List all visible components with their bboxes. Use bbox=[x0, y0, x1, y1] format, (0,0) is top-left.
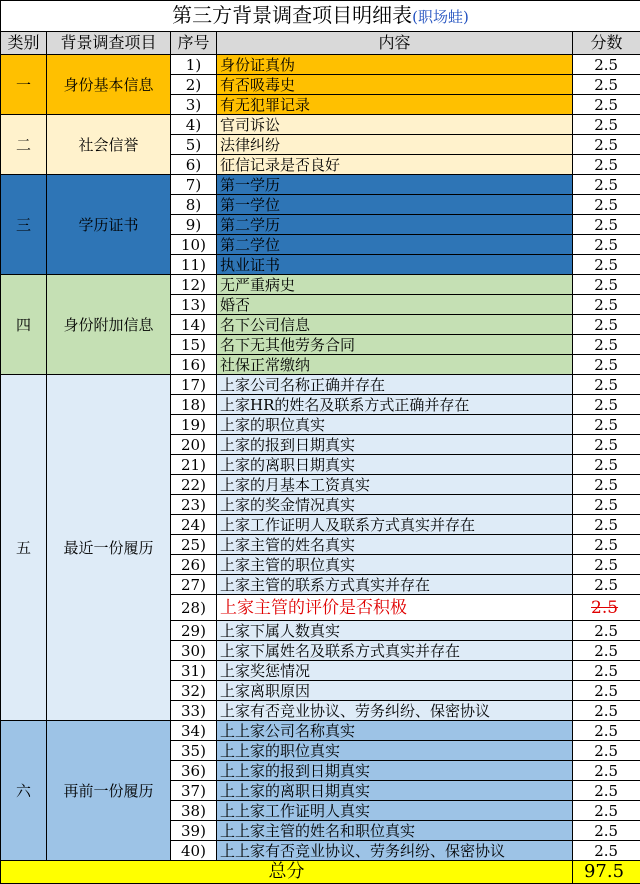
header-row bbox=[1, 32, 640, 55]
seq-cell: 27) bbox=[171, 575, 217, 595]
seq-cell: 12) bbox=[171, 275, 217, 295]
seq-cell: 22) bbox=[171, 475, 217, 495]
score-cell: 2.5 bbox=[573, 335, 640, 355]
title-text: 第三方背景调查项目明细表 bbox=[172, 3, 412, 27]
content-cell: 上家工作证明人及联系方式真实并存在 bbox=[217, 515, 573, 535]
score-cell: 2.5 bbox=[573, 535, 640, 555]
seq-cell: 30) bbox=[171, 641, 217, 661]
content-cell: 官司诉讼 bbox=[217, 115, 573, 135]
score-cell: 2.5 bbox=[573, 75, 640, 95]
score-cell: 2.5 bbox=[573, 355, 640, 375]
seq-cell: 7) bbox=[171, 175, 217, 195]
content-cell: 上家奖惩情况 bbox=[217, 661, 573, 681]
group-name-cell: 最近一份履历 bbox=[47, 375, 171, 721]
seq-cell: 21) bbox=[171, 455, 217, 475]
score-cell: 2.5 bbox=[573, 681, 640, 701]
score-cell: 2.5 bbox=[573, 475, 640, 495]
score-cell: 2.5 bbox=[573, 395, 640, 415]
category-cell: 六 bbox=[1, 721, 47, 861]
score-cell: 2.5 bbox=[573, 235, 640, 255]
score-cell: 2.5 bbox=[573, 175, 640, 195]
score-cell: 2.5 bbox=[573, 275, 640, 295]
score-cell: 2.5 bbox=[573, 435, 640, 455]
score-cell: 2.5 bbox=[573, 575, 640, 595]
table-row bbox=[1, 115, 640, 135]
title-row bbox=[1, 1, 640, 32]
content-cell: 第一学历 bbox=[217, 175, 573, 195]
score-cell: 2.5 bbox=[573, 195, 640, 215]
category-cell: 三 bbox=[1, 175, 47, 275]
table-row bbox=[1, 375, 640, 395]
content-cell: 法律纠纷 bbox=[217, 135, 573, 155]
seq-cell: 38) bbox=[171, 801, 217, 821]
content-cell: 第一学位 bbox=[217, 195, 573, 215]
seq-cell: 3) bbox=[171, 95, 217, 115]
seq-cell: 36) bbox=[171, 761, 217, 781]
seq-cell: 35) bbox=[171, 741, 217, 761]
seq-cell: 18) bbox=[171, 395, 217, 415]
content-cell: 身份证真伪 bbox=[217, 55, 573, 75]
score-cell: 2.5 bbox=[573, 721, 640, 741]
seq-cell: 33) bbox=[171, 701, 217, 721]
content-cell: 上上家的离职日期真实 bbox=[217, 781, 573, 801]
header-category: 类别 bbox=[1, 32, 47, 55]
score-cell: 2.5 bbox=[573, 701, 640, 721]
content-cell: 无严重病史 bbox=[217, 275, 573, 295]
table-title bbox=[1, 1, 640, 32]
seq-cell: 31) bbox=[171, 661, 217, 681]
seq-cell: 26) bbox=[171, 555, 217, 575]
score-cell: 2.5 bbox=[573, 375, 640, 395]
seq-cell: 13) bbox=[171, 295, 217, 315]
content-cell: 征信记录是否良好 bbox=[217, 155, 573, 175]
seq-cell: 17) bbox=[171, 375, 217, 395]
content-cell: 第二学位 bbox=[217, 235, 573, 255]
content-cell: 社保正常缴纳 bbox=[217, 355, 573, 375]
total-value: 97.5 bbox=[573, 861, 640, 884]
seq-cell: 4) bbox=[171, 115, 217, 135]
category-cell: 五 bbox=[1, 375, 47, 721]
score-cell: 2.5 bbox=[573, 455, 640, 475]
content-cell: 名下公司信息 bbox=[217, 315, 573, 335]
seq-cell: 2) bbox=[171, 75, 217, 95]
score-cell: 2.5 bbox=[573, 595, 640, 621]
header-score: 分数 bbox=[573, 32, 640, 55]
score-cell: 2.5 bbox=[573, 115, 640, 135]
header-item: 背景调查项目 bbox=[47, 32, 171, 55]
score-cell: 2.5 bbox=[573, 515, 640, 535]
seq-cell: 19) bbox=[171, 415, 217, 435]
content-cell: 上上家的职位真实 bbox=[217, 741, 573, 761]
seq-cell: 23) bbox=[171, 495, 217, 515]
seq-cell: 34) bbox=[171, 721, 217, 741]
seq-cell: 10) bbox=[171, 235, 217, 255]
group-name-cell: 学历证书 bbox=[47, 175, 171, 275]
content-cell: 上家下属人数真实 bbox=[217, 621, 573, 641]
group-name-cell: 身份基本信息 bbox=[47, 55, 171, 115]
score-cell: 2.5 bbox=[573, 55, 640, 75]
content-cell: 上家离职原因 bbox=[217, 681, 573, 701]
seq-cell: 29) bbox=[171, 621, 217, 641]
content-cell: 上上家主管的姓名和职位真实 bbox=[217, 821, 573, 841]
content-cell: 名下无其他劳务合同 bbox=[217, 335, 573, 355]
seq-cell: 6) bbox=[171, 155, 217, 175]
score-cell: 2.5 bbox=[573, 415, 640, 435]
score-cell: 2.5 bbox=[573, 135, 640, 155]
title-note: (职场蛙) bbox=[412, 8, 469, 26]
seq-cell: 1) bbox=[171, 55, 217, 75]
table-row bbox=[1, 55, 640, 75]
seq-cell: 32) bbox=[171, 681, 217, 701]
seq-cell: 11) bbox=[171, 255, 217, 275]
content-cell: 上家公司名称正确并存在 bbox=[217, 375, 573, 395]
total-row bbox=[1, 861, 640, 884]
score-cell: 2.5 bbox=[573, 215, 640, 235]
content-cell: 上家主管的职位真实 bbox=[217, 555, 573, 575]
score-cell: 2.5 bbox=[573, 555, 640, 575]
seq-cell: 9) bbox=[171, 215, 217, 235]
content-cell: 有否吸毒史 bbox=[217, 75, 573, 95]
category-cell: 二 bbox=[1, 115, 47, 175]
score-cell: 2.5 bbox=[573, 495, 640, 515]
header-content: 内容 bbox=[217, 32, 573, 55]
seq-cell: 16) bbox=[171, 355, 217, 375]
seq-cell: 40) bbox=[171, 841, 217, 861]
content-cell: 上家的奖金情况真实 bbox=[217, 495, 573, 515]
category-cell: 四 bbox=[1, 275, 47, 375]
score-cell: 2.5 bbox=[573, 641, 640, 661]
content-cell: 上家HR的姓名及联系方式正确并存在 bbox=[217, 395, 573, 415]
header-seq: 序号 bbox=[171, 32, 217, 55]
content-cell: 上上家的报到日期真实 bbox=[217, 761, 573, 781]
seq-cell: 14) bbox=[171, 315, 217, 335]
content-cell: 有无犯罪记录 bbox=[217, 95, 573, 115]
total-label: 总分 bbox=[1, 861, 573, 884]
score-cell: 2.5 bbox=[573, 295, 640, 315]
score-cell: 2.5 bbox=[573, 801, 640, 821]
group-name-cell: 身份附加信息 bbox=[47, 275, 171, 375]
content-cell: 上上家工作证明人真实 bbox=[217, 801, 573, 821]
content-cell: 上家的报到日期真实 bbox=[217, 435, 573, 455]
content-cell: 上上家有否竞业协议、劳务纠纷、保密协议 bbox=[217, 841, 573, 861]
table-row bbox=[1, 275, 640, 295]
content-cell: 上家的月基本工资真实 bbox=[217, 475, 573, 495]
seq-cell: 8) bbox=[171, 195, 217, 215]
score-cell: 2.5 bbox=[573, 741, 640, 761]
score-cell: 2.5 bbox=[573, 315, 640, 335]
score-cell: 2.5 bbox=[573, 155, 640, 175]
seq-cell: 5) bbox=[171, 135, 217, 155]
content-cell: 上家主管的姓名真实 bbox=[217, 535, 573, 555]
content-cell: 第二学历 bbox=[217, 215, 573, 235]
score-cell: 2.5 bbox=[573, 661, 640, 681]
content-cell: 执业证书 bbox=[217, 255, 573, 275]
content-cell: 婚否 bbox=[217, 295, 573, 315]
content-cell: 上家主管的评价是否积极 bbox=[217, 595, 573, 621]
table-row bbox=[1, 721, 640, 741]
content-cell: 上家有否竞业协议、劳务纠纷、保密协议 bbox=[217, 701, 573, 721]
table-row bbox=[1, 175, 640, 195]
seq-cell: 37) bbox=[171, 781, 217, 801]
category-cell: 一 bbox=[1, 55, 47, 115]
seq-cell: 28) bbox=[171, 595, 217, 621]
seq-cell: 39) bbox=[171, 821, 217, 841]
score-cell: 2.5 bbox=[573, 95, 640, 115]
seq-cell: 24) bbox=[171, 515, 217, 535]
score-cell: 2.5 bbox=[573, 821, 640, 841]
content-cell: 上家下属姓名及联系方式真实并存在 bbox=[217, 641, 573, 661]
score-cell: 2.5 bbox=[573, 781, 640, 801]
group-name-cell: 再前一份履历 bbox=[47, 721, 171, 861]
seq-cell: 25) bbox=[171, 535, 217, 555]
content-cell: 上上家公司名称真实 bbox=[217, 721, 573, 741]
content-cell: 上家的职位真实 bbox=[217, 415, 573, 435]
group-name-cell: 社会信誉 bbox=[47, 115, 171, 175]
score-cell: 2.5 bbox=[573, 761, 640, 781]
content-cell: 上家主管的联系方式真实并存在 bbox=[217, 575, 573, 595]
score-cell: 2.5 bbox=[573, 255, 640, 275]
seq-cell: 15) bbox=[171, 335, 217, 355]
seq-cell: 20) bbox=[171, 435, 217, 455]
content-cell: 上家的离职日期真实 bbox=[217, 455, 573, 475]
score-cell: 2.5 bbox=[573, 841, 640, 861]
score-cell: 2.5 bbox=[573, 621, 640, 641]
